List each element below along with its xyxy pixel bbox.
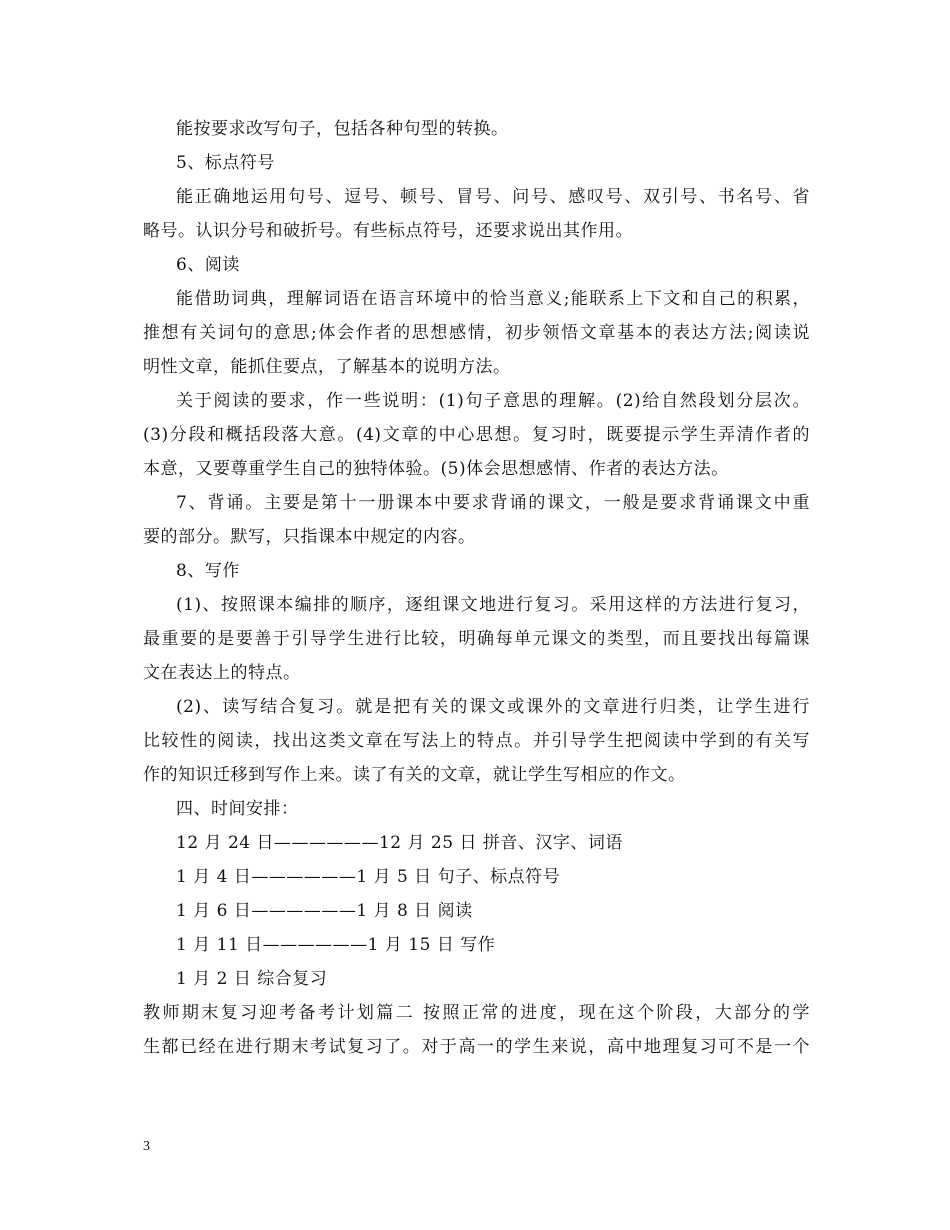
text-line: 生都已经在进行期末考试复习了。对于高一的学生来说，高中地理复习可不是一个: [143, 1037, 810, 1057]
section-heading: 6、阅读: [176, 255, 240, 275]
text-line: 比较性的阅读，找出这类文章在写法上的特点。并引导学生把阅读中学到的有关写: [143, 731, 810, 751]
text-line: 能借助词典，理解词语在语言环境中的恰当意义;能联系上下文和自己的积累，: [176, 289, 810, 309]
text-line: 作的知识迁移到写作上来。读了有关的文章，就让学生写相应的作文。: [143, 765, 686, 785]
schedule-item: 1 月 4 日——————1 月 5 日 句子、标点符号: [176, 867, 561, 887]
text-line: 最重要的是要善于引导学生进行比较，明确每单元课文的类型，而且要找出每篇课: [143, 629, 810, 649]
schedule-item: 12 月 24 日——————12 月 25 日 拼音、汉字、词语: [176, 833, 623, 853]
text-line: 关于阅读的要求，作一些说明：(1)句子意思的理解。(2)给自然段划分层次。: [176, 391, 810, 411]
text-line: 要的部分。默写，只指课本中规定的内容。: [143, 527, 476, 547]
text-line: 本意，又要尊重学生自己的独特体验。(5)体会思想感情、作者的表达方法。: [143, 459, 729, 479]
section-heading: 5、标点符号: [176, 153, 275, 173]
text-line: 能正确地运用句号、逗号、顿号、冒号、问号、感叹号、双引号、书名号、省: [176, 187, 810, 207]
text-line: 明性文章，能抓住要点，了解基本的说明方法。: [143, 357, 511, 377]
text-line: 能按要求改写句子，包括各种句型的转换。: [176, 119, 509, 139]
text-line: (3)分段和概括段落大意。(4)文章的中心思想。复习时，既要提示学生弄清作者的: [143, 425, 810, 445]
text-line: 7、背诵。主要是第十一册课本中要求背诵的课文，一般是要求背诵课文中重: [176, 493, 810, 513]
schedule-item: 1 月 11 日——————1 月 15 日 写作: [176, 935, 496, 955]
text-line: 推想有关词句的意思;体会作者的思想感情，初步领悟文章基本的表达方法;阅读说: [143, 323, 810, 343]
text-line: (1)、按照课本编排的顺序，逐组课文地进行复习。采用这样的方法进行复习，: [176, 595, 810, 615]
text-line: 教师期末复习迎考备考计划篇二 按照正常的进度，现在这个阶段，大部分的学: [143, 1003, 810, 1023]
text-line: 略号。认识分号和破折号。有些标点符号，还要求说出其作用。: [143, 221, 633, 241]
section-heading: 8、写作: [176, 561, 240, 581]
section-heading: 四、时间安排：: [176, 799, 299, 819]
text-line: 文在表达上的特点。: [143, 663, 301, 683]
page-number: 3: [143, 1139, 150, 1154]
schedule-item: 1 月 6 日——————1 月 8 日 阅读: [176, 901, 473, 921]
text-line: (2)、读写结合复习。就是把有关的课文或课外的文章进行归类，让学生进行: [176, 697, 810, 717]
schedule-item: 1 月 2 日 综合复习: [176, 969, 328, 989]
